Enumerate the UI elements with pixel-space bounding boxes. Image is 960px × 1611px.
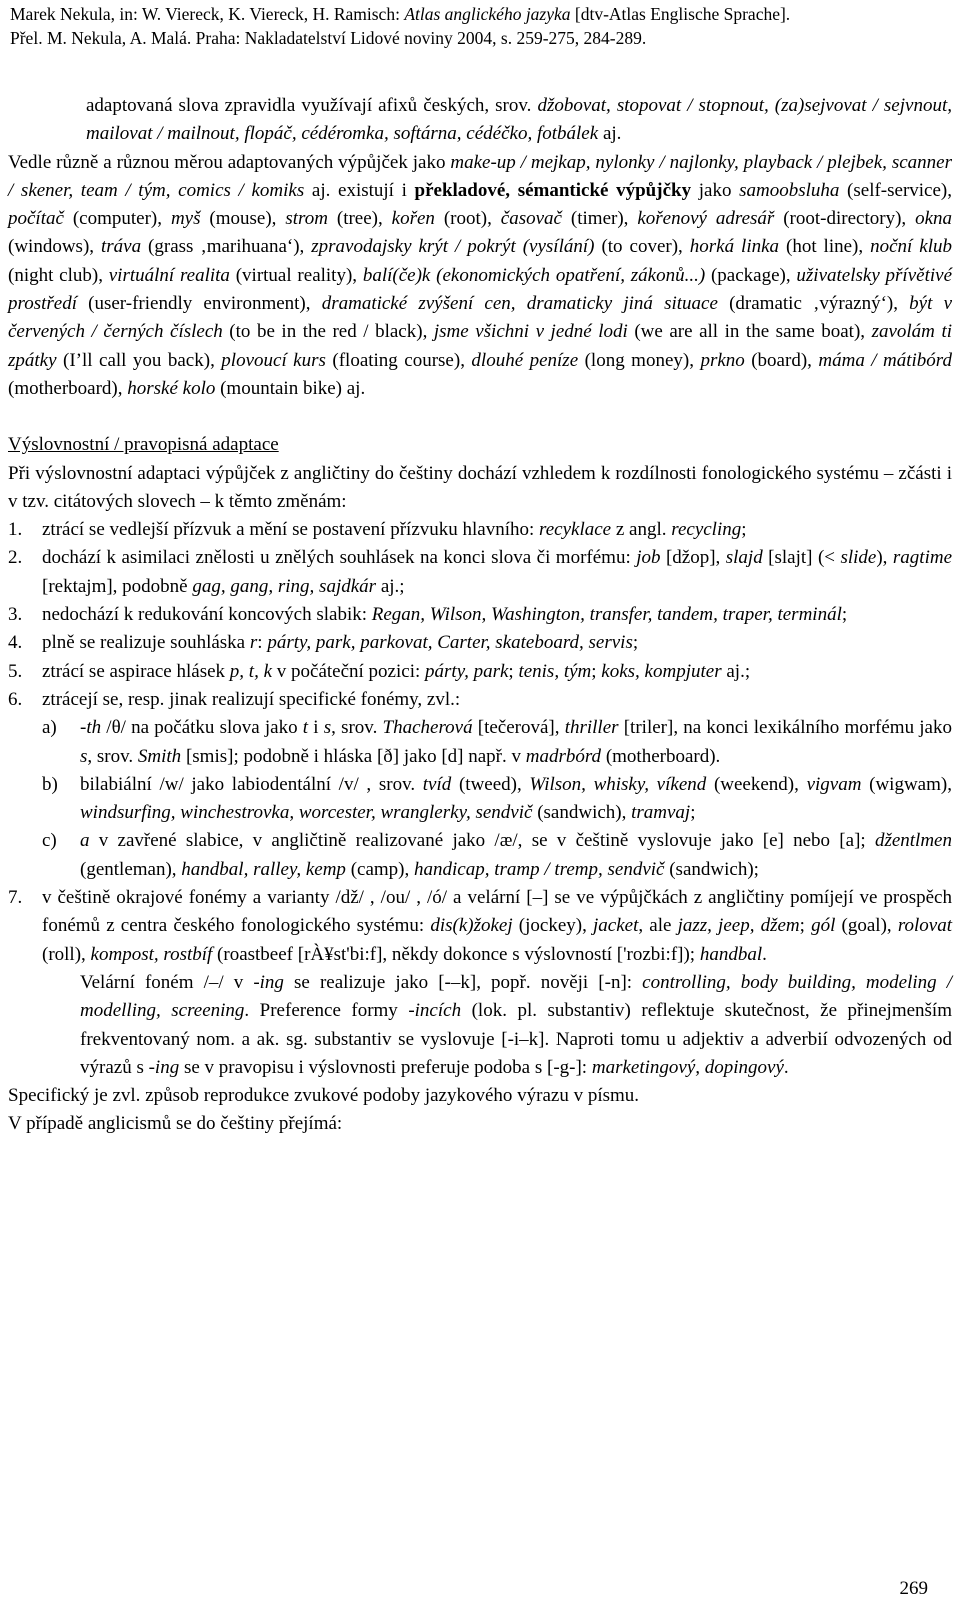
citation-line-1	[10, 2, 950, 26]
paragraph-loan-translations: Vedle různě a různou měrou adaptovaných výpůjček jako make-up / mejkap, nylonky / najlonky, playback / plejbek, scanner / skener, team / tým, comics / komiks aj. existují i překladové, sémantické výpůjčky jako samoobsluha (self-service), počítač (computer), myš (mouse), strom (tree), kořen (root), časovač (timer), kořenový adresář (root-directory), okna (windows), tráva (grass ‚marihuana‘), zpravodajsky krýt / pokrýt (vysílání) (to cover), horká linka (hot line), noční klub (night club), virtuální realita (virtual reality), balí(če)k (ekonomických opatření, zákonů...) (package), uživatelsky přívětivé prostředí (user-friendly environment), dramatické zvýšení cen, dramaticky jiná situace (dramatic ‚výrazný‘), být v červených / černých číslech (to be in the red / black), jsme všichni v jedné lodi (we are all in the same boat), zavolám ti zpátky (I’ll call you back), plovoucí kurs (floating course), dlouhé peníze (long money), prkno (board), máma / mátibórd (motherboard), horské kolo (mountain bike) aj.	[8, 151, 953, 399]
sublist-letter: c)	[42, 830, 57, 852]
spacer	[8, 403, 952, 431]
list-number: 4.	[8, 632, 23, 654]
list-item-text: v češtině okrajové fonémy a varianty /dž/ , /ou/ , /ó/ a velární [–] se ve výpůjčkách z angličtiny pomíjejí ve prospěch fonémů z centra českého fonologického systému: dis(k)žokej (jockey), jacket, ale jazz, jeep, džem; gól (goal), rolovat (roll), kompost, rostbíf (roastbeef [rÀ¥st'bi:f], někdy dokonce s výslovností ['rozbi:f]); handbal.	[42, 887, 952, 965]
sublist-item-text: bilabiální /w/ jako labiodentální /v/ , srov. tvíd (tweed), Wilson, whisky, víkend (weekend), vigvam (wigwam), windsurfing, winchestrovka, worcester, wranglerky, sendvič (sandwich), tramvaj;	[80, 773, 952, 824]
section-heading: Výslovnostní / pravopisná adaptace	[8, 434, 279, 456]
list-item	[8, 516, 952, 544]
paragraph-spelling: Specifický je zvl. způsob reprodukce zvukové podoby jazykového výrazu v písmu.	[8, 1085, 640, 1107]
list-item	[8, 686, 952, 714]
list-number: 7.	[8, 887, 23, 909]
sublist-item	[8, 771, 952, 828]
document-body	[8, 92, 952, 1139]
list-item	[8, 658, 952, 686]
paragraph-anglicisms: V případě anglicismů se do češtiny přejímá:	[8, 1113, 343, 1135]
changes-list	[8, 516, 952, 969]
list-item-text: nedochází k redukování koncových slabik: Regan, Wilson, Washington, transfer, tandem, traper, terminál;	[42, 604, 848, 626]
list-item	[8, 601, 952, 629]
citation-text: Marek Nekula, in: W. Viereck, K. Viereck, H. Ramisch:	[10, 4, 405, 24]
list-item-text: ztrácejí se, resp. jinak realizují specifické fonémy, zvl.:	[42, 688, 461, 710]
list-number: 2.	[8, 547, 23, 569]
list-number: 6.	[8, 688, 23, 710]
sublist-item	[8, 714, 952, 771]
paragraph-velar-phoneme: Velární foném /–/ v -ing se realizuje jako [-–k], popř. nověji [-n]: controlling, body building, modeling / modelling, screening. Preference formy -incích (lok. pl. substantiv) reflektuje skutečnost, že přinejmenším frekventovaný nom. a ak. sg. substantiv se vyslovuje [-i–k]. Naproti tomu u adjektiv a adverbií odvozených od výrazů s -ing se v pravopisu i výslovnosti preferuje podoba s [-g-]: marketingový, dopingový.	[80, 971, 953, 1078]
sublist-letter: b)	[42, 773, 58, 795]
list-item-text: plně se realizuje souhláska r: párty, park, parkovat, Carter, skateboard, servis;	[42, 632, 639, 654]
list-number: 3.	[8, 604, 23, 626]
sublist-item-text: a v zavřené slabice, v angličtině realizované jako /æ/, se v češtině vyslovuje jako [e] nebo [a]; džentlmen (gentleman), handbal, ralley, kemp (camp), handicap, tramp / tremp, sendvič (sandwich);	[80, 830, 952, 880]
list-item-text: ztrácí se vedlejší přízvuk a mění se postavení přízvuku hlavního: recyklace z angl. recycling;	[42, 519, 747, 541]
paragraph-intro-changes: Při výslovnostní adaptaci výpůjček z angličtiny do češtiny dochází vzhledem k rozdílnosti fonologického systému – zčásti i v tzv. citátových slovech – k těmto změnám:	[8, 462, 952, 512]
list-number: 1.	[8, 519, 23, 541]
list-item	[8, 629, 952, 657]
list-number: 5.	[8, 660, 23, 682]
citation-header	[10, 2, 950, 50]
list-item-text: ztrácí se aspirace hlásek p, t, k v počáteční pozici: párty, park; tenis, tým; koks, kompjuter aj.;	[42, 660, 751, 682]
list-item	[8, 884, 952, 969]
sublist-item-text: -th /θ/ na počátku slova jako t i s, srov. Thacherová [tečerová], thriller [triler], na konci lexikálního morfému jako s, srov. Smith [smis]; podobně i hláska [ð] jako [d] např. v madrbórd (motherboard).	[80, 717, 952, 767]
paragraph-adapted-words: adaptovaná slova zpravidla využívají afixů českých, srov. džobovat, stopovat / stopnout, (za)sejvovat / sejvnout, mailovat / mailnout, flopáč, cédéromka, softárna, cédéčko, fotbálek aj.	[86, 95, 952, 145]
sublist-letter: a)	[42, 717, 57, 739]
list-item	[8, 544, 952, 601]
citation-text: [dtv-Atlas Englische Sprache].	[570, 4, 791, 24]
page-number: 269	[899, 1578, 928, 1599]
citation-line-2: Přel. M. Nekula, A. Malá. Praha: Nakladatelství Lidové noviny 2004, s. 259-275, 284-289.	[10, 28, 647, 48]
sublist-item	[8, 827, 952, 884]
list-item-text: dochází k asimilaci znělosti u znělých souhlásek na konci slova či morfému: job [džop], slajd [slajt] (< slide), ragtime [rektajm], podobně gag, gang, ring, sajdkár aj.;	[42, 547, 952, 597]
citation-book-title: Atlas anglického jazyka	[404, 4, 571, 24]
